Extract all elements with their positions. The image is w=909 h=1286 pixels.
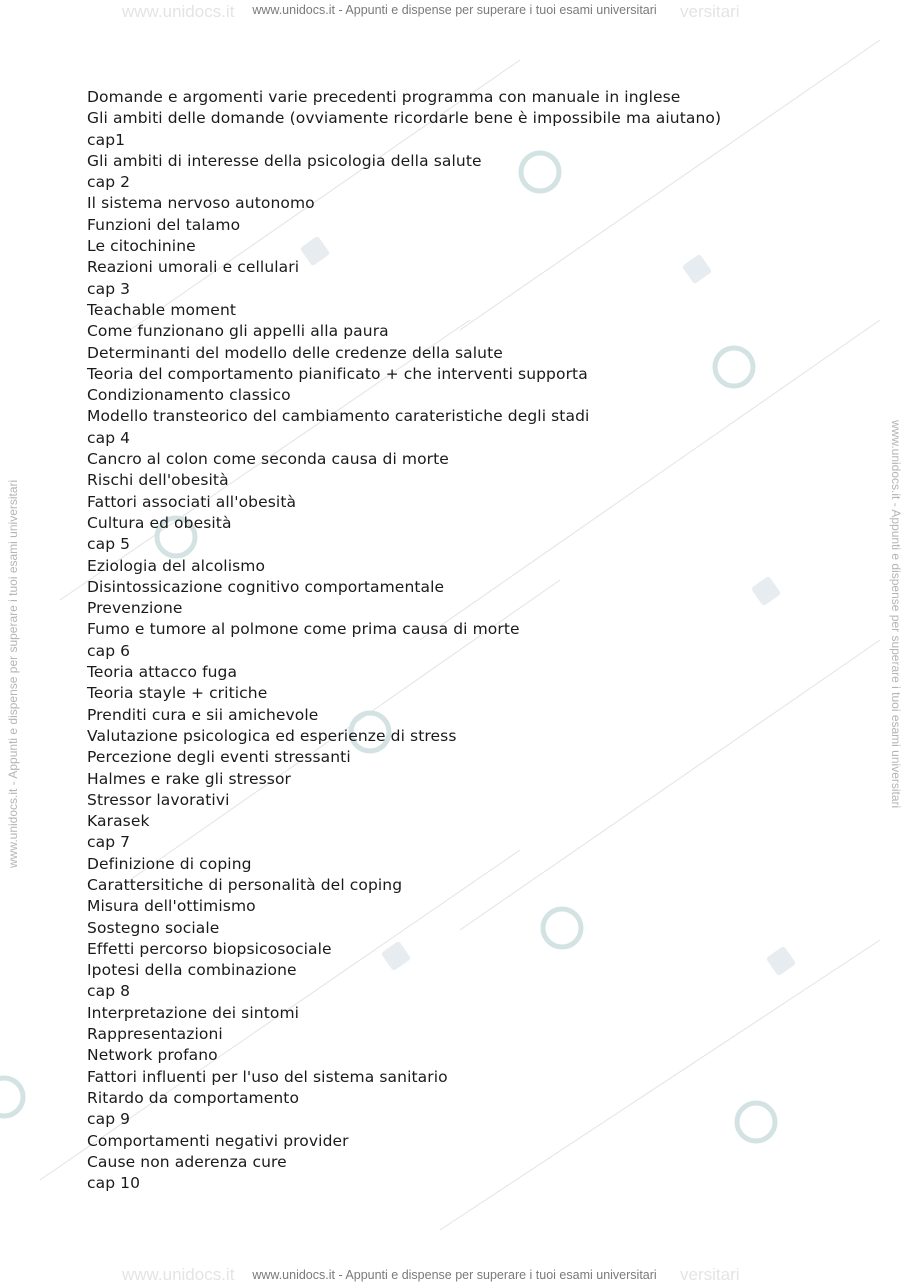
text-line: Disintossicazione cognitivo comportamentale	[87, 577, 445, 596]
document-body	[87, 87, 847, 1194]
text-line: Ritardo da comportamento	[87, 1088, 300, 1107]
text-line: Rappresentazioni	[87, 1025, 223, 1044]
text-line: Teoria stayle + critiche	[87, 684, 268, 703]
text-line: Fumo e tumore al polmone come prima causa di morte	[87, 620, 520, 639]
text-line: Il sistema nervoso autonomo	[87, 194, 315, 213]
right-margin-watermark: www.unidocs.it - Appunti e dispense per superare i tuoi esami universitari	[889, 420, 903, 809]
text-line: Definizione di coping	[87, 854, 252, 873]
text-line: Teoria del comportamento pianificato + che interventi supporta	[87, 364, 588, 383]
text-line: Gli ambiti di interesse della psicologia della salute	[87, 151, 482, 170]
page-header-link[interactable]: www.unidocs.it - Appunti e dispense per superare i tuoi esami universitari	[252, 3, 657, 17]
text-line: Misura dell'ottimismo	[87, 897, 256, 916]
text-line: Teoria attacco fuga	[87, 663, 238, 682]
section-heading: cap 10	[87, 1174, 141, 1193]
text-line: Carattersitiche di personalità del coping	[87, 875, 403, 894]
text-line: Modello transteorico del cambiamento carateristiche degli stadi	[87, 407, 590, 426]
text-line: Gli ambiti delle domande (ovviamente ricordarle bene è impossibile ma aiutano)	[87, 109, 722, 128]
section-heading: cap 9	[87, 1110, 131, 1129]
text-line: Effetti percorso biopsicosociale	[87, 939, 332, 958]
section-heading: cap 5	[87, 535, 131, 554]
text-line: Fattori associati all'obesità	[87, 492, 297, 511]
text-line: Interpretazione dei sintomi	[87, 1003, 300, 1022]
text-line: Come funzionano gli appelli alla paura	[87, 322, 389, 341]
text-line: Funzioni del talamo	[87, 215, 241, 234]
text-line: Karasek	[87, 812, 150, 831]
section-heading: cap 4	[87, 428, 131, 447]
text-line: Stressor lavorativi	[87, 790, 230, 809]
text-line: Reazioni umorali e cellulari	[87, 258, 300, 277]
section-heading: cap 6	[87, 641, 131, 660]
text-line: Network profano	[87, 1046, 218, 1065]
text-line: Ipotesi della combinazione	[87, 961, 297, 980]
text-line: Halmes e rake gli stressor	[87, 769, 292, 788]
text-line: Valutazione psicologica ed esperienze di stress	[87, 726, 457, 745]
text-line: Eziologia del alcolismo	[87, 556, 266, 575]
header-ghost-text: www.unidocs.it	[122, 2, 235, 21]
text-line: Cultura ed obesità	[87, 513, 232, 532]
text-line: Cancro al colon come seconda causa di morte	[87, 450, 449, 469]
left-margin-watermark: www.unidocs.it - Appunti e dispense per superare i tuoi esami universitari	[6, 479, 20, 868]
text-line: Cause non aderenza cure	[87, 1152, 287, 1171]
text-line: Prevenzione	[87, 599, 183, 618]
text-line: Determinanti del modello delle credenze della salute	[87, 343, 503, 362]
text-line: Fattori influenti per l'uso del sistema sanitario	[87, 1067, 448, 1086]
text-line: Comportamenti negativi provider	[87, 1131, 349, 1150]
section-heading: cap 2	[87, 173, 131, 192]
text-line: Teachable moment	[87, 300, 237, 319]
section-heading: cap1	[87, 130, 126, 149]
text-line: Le citochinine	[87, 237, 196, 256]
text-line: Rischi dell'obesità	[87, 471, 229, 490]
text-line: Sostegno sociale	[87, 918, 220, 937]
text-line: Percezione degli eventi stressanti	[87, 748, 351, 767]
section-heading: cap 8	[87, 982, 131, 1001]
header-ghost-text: versitari	[680, 2, 740, 21]
text-line: Prenditi cura e sii amichevole	[87, 705, 319, 724]
page-footer-link[interactable]: www.unidocs.it - Appunti e dispense per superare i tuoi esami universitari	[252, 1268, 657, 1282]
text-line: Domande e argomenti varie precedenti programma con manuale in inglese	[87, 88, 681, 106]
footer-ghost-text: versitari	[680, 1265, 740, 1284]
section-heading: cap 7	[87, 833, 131, 852]
section-heading: cap 3	[87, 279, 131, 298]
text-line: Condizionamento classico	[87, 386, 291, 405]
footer-ghost-text: www.unidocs.it	[122, 1265, 235, 1284]
